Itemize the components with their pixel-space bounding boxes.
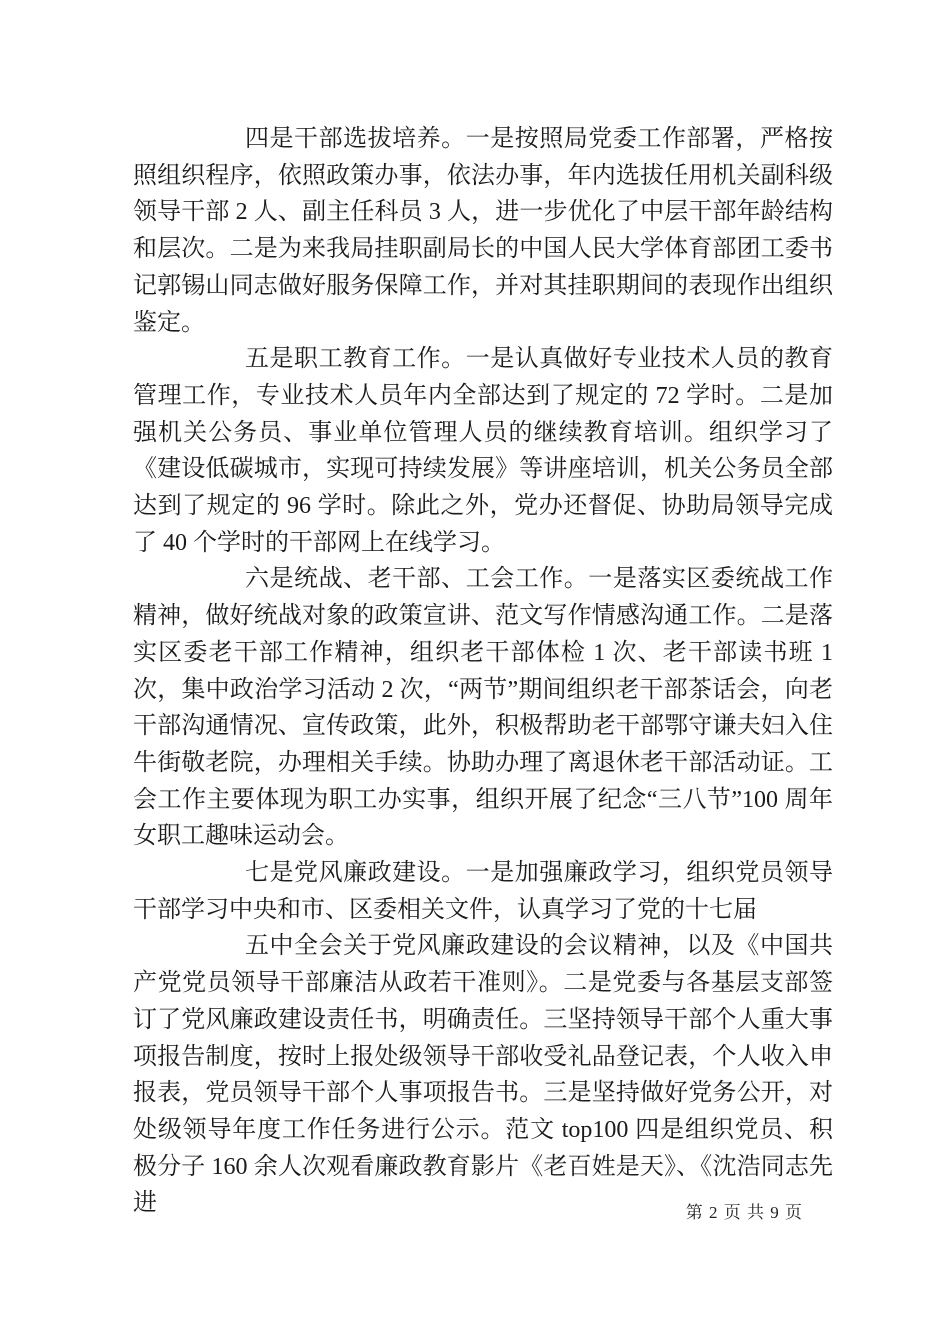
document-body [133, 121, 833, 1222]
page-number-footer: 第 2 页 共 9 页 [685, 1203, 803, 1222]
paragraph-staff-education: 五是职工教育工作。一是认真做好专业技术人员的教育管理工作，专业技术人员年内全部达到了规定的 72 学时。二是加强机关公务员、事业单位管理人员的继续教育培训。组织学习了《建设低碳城市，实现可持续发展》等讲座培训，机关公务员全部达到了规定的 96 学时。除此之外，党办还督促、协助局领导完成了 40 个学时的干部网上在线学习。 [133, 346, 833, 556]
paragraph-party-integrity-intro: 七是党风廉政建设。一是加强廉政学习，组织党员领导干部学习中央和市、区委相关文件，认真学习了党的十七届 [133, 860, 833, 923]
paragraph-party-integrity-detail: 五中全会关于党风廉政建设的会议精神，以及《中国共产党党员领导干部廉洁从政若干准则》。二是党委与各基层支部签订了党风廉政建设责任书，明确责任。三坚持领导干部个人重大事项报告制度，按时上报处级领导干部收受礼品登记表，个人收入申报表，党员领导干部个人事项报告书。三是坚持做好党务公开，对处级领导年度工作任务进行公示。范文 top100 四是组织党员、积极分子 160 余人次观看廉政教育影片《老百姓是天》、《沈浩同志先进 [133, 933, 833, 1217]
paragraph-cadre-selection: 四是干部选拔培养。一是按照局党委工作部署，严格按照组织程序，依照政策办事，依法办事，年内选拔任用机关副科级领导干部 2 人、副主任科员 3 人，进一步优化了中层干部年龄结构和层次。二是为来我局挂职副局长的中国人民大学体育部团工委书记郭锡山同志做好服务保障工作，并对其挂职期间的表现作出组织鉴定。 [133, 126, 833, 336]
paragraph-united-front-work: 六是统战、老干部、工会工作。一是落实区委统战工作精神，做好统战对象的政策宣讲、范文写作情感沟通工作。二是落实区委老干部工作精神，组织老干部体检 1 次、老干部读书班 1 次，集中政治学习活动 2 次，“两节”期间组织老干部茶话会，向老干部沟通情况、宣传政策，此外，积极帮助老干部鄂守谦夫妇入住牛街敬老院，办理相关手续。协助办理了离退休老干部活动证。工会工作主要体现为职工办实事，组织开展了纪念“三八节”100 周年女职工趣味运动会。 [133, 566, 833, 850]
